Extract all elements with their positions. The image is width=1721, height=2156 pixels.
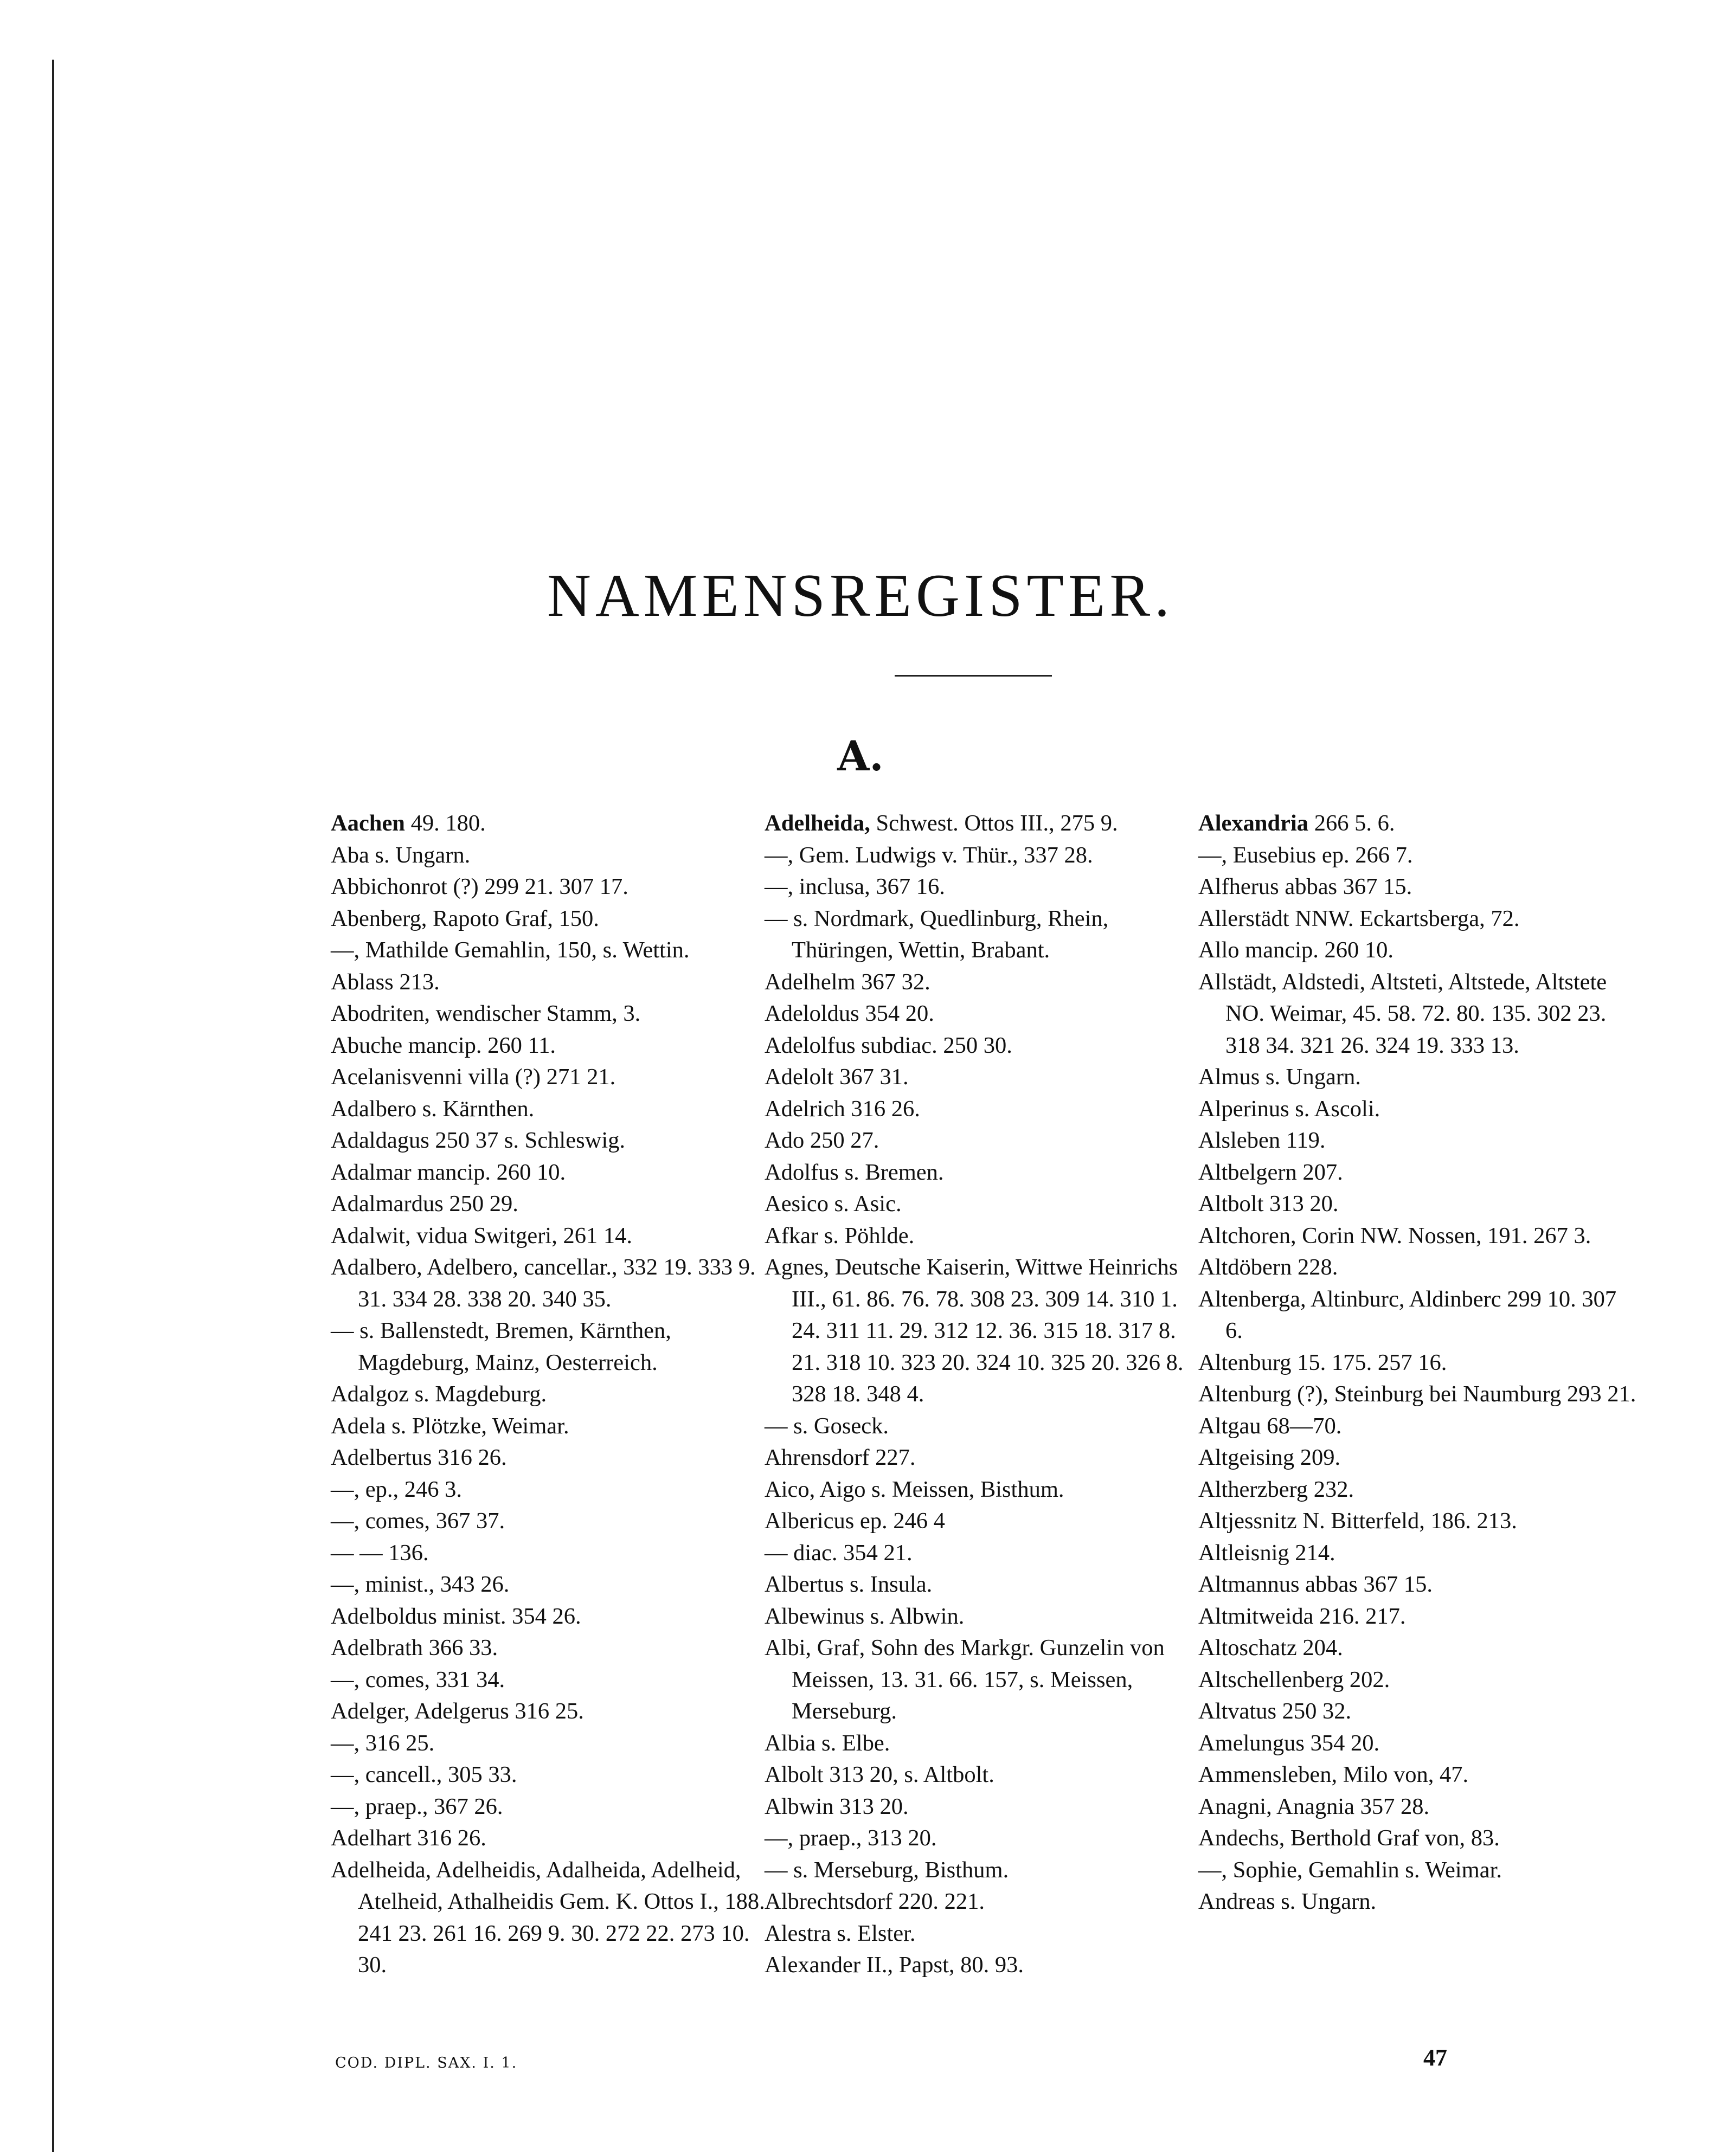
entry-text: Albewinus s. Albwin. (765, 1603, 965, 1629)
index-entry (331, 1569, 770, 1601)
entry-text: — diac. 354 21. (765, 1540, 913, 1566)
index-entry (765, 808, 1204, 840)
entry-text: —, ep., 246 3. (331, 1476, 462, 1502)
entry-text: Schwest. Ottos III., 275 9. (870, 810, 1118, 836)
index-entry (1198, 1252, 1637, 1284)
entry-text: Albia s. Elbe. (765, 1730, 890, 1756)
entry-text: — — 136. (331, 1540, 429, 1566)
entry-text: Alestra s. Elster. (765, 1920, 916, 1946)
index-entry (1198, 1188, 1637, 1220)
entry-text: Altoschatz 204. (1198, 1635, 1343, 1661)
entry-text: Adelhelm 367 32. (765, 969, 930, 995)
index-entry (331, 1220, 770, 1252)
index-entry (765, 1728, 1204, 1760)
index-entry (765, 1569, 1204, 1601)
index-entry (331, 871, 770, 903)
index-entry (331, 903, 770, 935)
index-entry (1198, 1379, 1637, 1411)
index-entry (1198, 1855, 1637, 1887)
entry-text: Altvatus 250 32. (1198, 1698, 1352, 1724)
index-entry (765, 1188, 1204, 1220)
entry-text: Adelbrath 366 33. (331, 1635, 498, 1661)
entry-text: Adelheida, Adelheidis, Adalheida, Adelheid, Atelheid, Athalheidis Gem. K. Ottos I., 188. 241 23. 261 16. 269 9. 30. 272 22. 273 10. 30. (331, 1857, 765, 1978)
entry-text: Albolt 313 20, s. Altbolt. (765, 1762, 994, 1787)
index-entry (331, 1728, 770, 1760)
index-entry (1198, 1886, 1637, 1918)
page-number: 47 (1423, 2044, 1447, 2071)
index-entry (1198, 1157, 1637, 1189)
entry-text: — s. Goseck. (765, 1413, 889, 1439)
entry-text: —, 316 25. (331, 1730, 435, 1756)
index-entry (765, 1886, 1204, 1918)
index-entry (331, 1759, 770, 1791)
entry-text: Altenburg (?), Steinburg bei Naumburg 293 21. (1198, 1381, 1636, 1407)
entry-text: Afkar s. Pöhlde. (765, 1222, 915, 1248)
index-entry (765, 1061, 1204, 1093)
entry-text: Altmannus abbas 367 15. (1198, 1572, 1433, 1597)
index-entry (765, 1252, 1204, 1411)
index-entry (1198, 1791, 1637, 1823)
index-entry (331, 1505, 770, 1537)
index-entry (1198, 967, 1637, 1062)
index-entry (331, 1061, 770, 1093)
index-entry (1198, 1569, 1637, 1601)
index-entry (765, 1949, 1204, 1981)
entry-text: —, cancell., 305 33. (331, 1762, 517, 1787)
index-entry (331, 808, 770, 840)
entry-text: —, Gem. Ludwigs v. Thür., 337 28. (765, 842, 1093, 868)
entry-text: Alfherus abbas 367 15. (1198, 874, 1412, 899)
entry-text: —, praep., 313 20. (765, 1825, 937, 1851)
entry-text: Adalbero, Adelbero, cancellar., 332 19. 333 9. 31. 334 28. 338 20. 340 35. (331, 1254, 756, 1312)
entry-text: Albi, Graf, Sohn des Markgr. Gunzelin von Meissen, 13. 31. 66. 157, s. Meissen, Merseburg. (765, 1635, 1165, 1724)
index-entry (765, 1125, 1204, 1157)
entry-text: Adeloldus 354 20. (765, 1001, 934, 1026)
entry-text: Altherzberg 232. (1198, 1476, 1354, 1502)
entry-text: Abodriten, wendischer Stamm, 3. (331, 1001, 641, 1026)
entry-headword: Adelheida, (765, 810, 870, 836)
entry-text: Aesico s. Asic. (765, 1191, 902, 1217)
entry-text: —, minist., 343 26. (331, 1572, 510, 1597)
index-entry (765, 967, 1204, 999)
index-entry (765, 1411, 1204, 1443)
index-entry (765, 1505, 1204, 1537)
entry-text: Adolfus s. Bremen. (765, 1159, 944, 1185)
index-entry (331, 1125, 770, 1157)
entry-text: Albwin 313 20. (765, 1793, 909, 1819)
index-entry (765, 903, 1204, 967)
index-entry (765, 1220, 1204, 1252)
index-entry (765, 1855, 1204, 1887)
entry-text: —, comes, 331 34. (331, 1666, 505, 1692)
index-entry (1198, 1442, 1637, 1474)
entry-text: Alperinus s. Ascoli. (1198, 1096, 1380, 1122)
entry-text: Alexander II., Papst, 80. 93. (765, 1952, 1024, 1978)
entry-text: Adalbero s. Kärnthen. (331, 1096, 535, 1122)
entry-text: Acelanisvenni villa (?) 271 21. (331, 1064, 616, 1090)
entry-text: Allerstädt NNW. Eckartsberga, 72. (1198, 905, 1520, 931)
index-entry (331, 998, 770, 1030)
index-entry (331, 840, 770, 872)
index-entry (1198, 1664, 1637, 1696)
entry-text: Altleisnig 214. (1198, 1540, 1335, 1566)
index-entry (1198, 1601, 1637, 1633)
index-entry (1198, 1061, 1637, 1093)
index-entry (331, 1030, 770, 1062)
entry-text: Ado 250 27. (765, 1128, 879, 1153)
index-entry (765, 1791, 1204, 1823)
index-entry (765, 840, 1204, 872)
index-entry (765, 998, 1204, 1030)
entry-text: 266 5. 6. (1308, 810, 1395, 836)
entry-text: Adelhart 316 26. (331, 1825, 486, 1851)
entry-text: 49. 180. (404, 810, 486, 836)
entry-text: Alsleben 119. (1198, 1128, 1326, 1153)
entry-text: Adelboldus minist. 354 26. (331, 1603, 581, 1629)
entry-text: Altbolt 313 20. (1198, 1191, 1339, 1217)
index-entry (765, 1030, 1204, 1062)
entry-text: Ablass 213. (331, 969, 440, 995)
entry-text: Anagni, Anagnia 357 28. (1198, 1793, 1430, 1819)
index-entry (765, 1759, 1204, 1791)
index-entry (1198, 1823, 1637, 1855)
index-entry (331, 1696, 770, 1728)
entry-text: —, Eusebius ep. 266 7. (1198, 842, 1413, 868)
entry-text: —, praep., 367 26. (331, 1793, 503, 1819)
entry-text: Aico, Aigo s. Meissen, Bisthum. (765, 1476, 1064, 1502)
entry-text: Altgeising 209. (1198, 1445, 1341, 1470)
entry-text: Ammensleben, Milo von, 47. (1198, 1762, 1469, 1787)
entry-text: Altenberga, Altinburc, Aldinberc 299 10. 307 6. (1198, 1286, 1617, 1343)
entry-text: Almus s. Ungarn. (1198, 1064, 1361, 1090)
index-entry (331, 1474, 770, 1506)
index-entry (331, 935, 770, 967)
index-entry (331, 1601, 770, 1633)
entry-text: Albericus ep. 246 4 (765, 1508, 945, 1534)
index-entry (1198, 903, 1637, 935)
index-entry (765, 1474, 1204, 1506)
page-title: NAMENSREGISTER. (547, 562, 1174, 629)
entry-headword: Alexandria (1198, 810, 1309, 836)
entry-text: Altchoren, Corin NW. Nossen, 191. 267 3. (1198, 1222, 1591, 1248)
entry-text: — s. Merseburg, Bisthum. (765, 1857, 1009, 1883)
index-entry (331, 1157, 770, 1189)
entry-text: Adelolt 367 31. (765, 1064, 909, 1090)
entry-text: Adalwit, vidua Switgeri, 261 14. (331, 1222, 632, 1248)
index-entry (765, 1918, 1204, 1950)
entry-text: Abuche mancip. 260 11. (331, 1032, 556, 1058)
entry-text: Altschellenberg 202. (1198, 1666, 1390, 1692)
index-entry (1198, 1632, 1637, 1664)
footer-signature: COD. DIPL. SAX. I. 1. (335, 2055, 518, 2071)
entry-text: Adelger, Adelgerus 316 25. (331, 1698, 584, 1724)
index-entry (765, 1632, 1204, 1728)
index-entry (331, 1823, 770, 1855)
index-entry (1198, 871, 1637, 903)
index-entry (765, 1601, 1204, 1633)
entry-text: Abbichonrot (?) 299 21. 307 17. (331, 874, 628, 899)
entry-text: Agnes, Deutsche Kaiserin, Wittwe Heinrichs III., 61. 86. 76. 78. 308 23. 309 14. 310 1. 24. 311 11. 29. 312 12. 36. 315 18. 317 8. 21. 318 10. 323 20. 324 10. 325 20. 326 8. 328 18. 348 4. (765, 1254, 1184, 1407)
entry-text: Adaldagus 250 37 s. Schleswig. (331, 1128, 626, 1153)
entry-text: Adelbertus 316 26. (331, 1445, 507, 1470)
index-entry (1198, 1284, 1637, 1347)
index-entry (331, 1411, 770, 1443)
index-entry (331, 1252, 770, 1315)
index-entry (331, 1855, 770, 1981)
entry-text: —, inclusa, 367 16. (765, 874, 945, 899)
entry-text: Altjessnitz N. Bitterfeld, 186. 213. (1198, 1508, 1517, 1534)
index-entry (1198, 935, 1637, 967)
index-entry (1198, 1347, 1637, 1379)
entry-text: Altgau 68—70. (1198, 1413, 1342, 1439)
index-entry (1198, 1505, 1637, 1537)
index-entry (331, 1442, 770, 1474)
index-entry (1198, 1125, 1637, 1157)
entry-text: Altenburg 15. 175. 257 16. (1198, 1349, 1447, 1375)
index-entry (331, 1315, 770, 1379)
index-entry (765, 1442, 1204, 1474)
index-entry (331, 1537, 770, 1569)
entry-text: — s. Ballenstedt, Bremen, Kärnthen, Magdeburg, Mainz, Oesterreich. (331, 1318, 671, 1375)
entry-text: —, comes, 367 37. (331, 1508, 505, 1534)
index-entry (331, 1093, 770, 1125)
entry-headword: Aachen (331, 810, 405, 836)
index-entry (331, 1632, 770, 1664)
entry-text: Adalgoz s. Magdeburg. (331, 1381, 547, 1407)
index-entry (1198, 1411, 1637, 1443)
entry-text: Adelolfus subdiac. 250 30. (765, 1032, 1012, 1058)
index-entry (765, 1157, 1204, 1189)
entry-text: Adalmardus 250 29. (331, 1191, 518, 1217)
left-margin-rule (52, 60, 54, 2152)
index-entry (1198, 1220, 1637, 1252)
index-entry (331, 1188, 770, 1220)
index-entry (1198, 840, 1637, 872)
index-column-2 (765, 808, 1204, 1981)
entry-text: Albrechtsdorf 220. 221. (765, 1889, 985, 1914)
index-entry (765, 871, 1204, 903)
index-entry (331, 1664, 770, 1696)
index-entry (1198, 1474, 1637, 1506)
title-divider (895, 675, 1052, 677)
entry-text: Altdöbern 228. (1198, 1254, 1338, 1280)
index-entry (331, 967, 770, 999)
entry-text: —, Sophie, Gemahlin s. Weimar. (1198, 1857, 1502, 1883)
index-column-1 (331, 808, 770, 1981)
entry-text: Abenberg, Rapoto Graf, 150. (331, 905, 599, 931)
entry-text: Altbelgern 207. (1198, 1159, 1343, 1185)
index-entry (1198, 808, 1637, 840)
entry-text: —, Mathilde Gemahlin, 150, s. Wettin. (331, 937, 690, 963)
index-entry (765, 1823, 1204, 1855)
entry-text: Adelrich 316 26. (765, 1096, 920, 1122)
entry-text: Ahrensdorf 227. (765, 1445, 916, 1470)
entry-text: Adela s. Plötzke, Weimar. (331, 1413, 569, 1439)
entry-text: Allstädt, Aldstedi, Altsteti, Altstede, Altstete NO. Weimar, 45. 58. 72. 80. 135. 302 23. 318 34. 321 26. 324 19. 333 13. (1198, 969, 1607, 1058)
entry-text: — s. Nordmark, Quedlinburg, Rhein, Thüringen, Wettin, Brabant. (765, 905, 1109, 963)
index-column-3 (1198, 808, 1637, 1918)
entry-text: Allo mancip. 260 10. (1198, 937, 1394, 963)
entry-text: Altmitweida 216. 217. (1198, 1603, 1406, 1629)
index-entry (331, 1379, 770, 1411)
entry-text: Aba s. Ungarn. (331, 842, 471, 868)
index-entry (1198, 1759, 1637, 1791)
index-entry (765, 1093, 1204, 1125)
index-entry (1198, 1728, 1637, 1760)
index-entry (1198, 1537, 1637, 1569)
section-letter: A. (837, 732, 884, 780)
entry-text: Andechs, Berthold Graf von, 83. (1198, 1825, 1500, 1851)
index-entry (1198, 1093, 1637, 1125)
entry-text: Andreas s. Ungarn. (1198, 1889, 1377, 1914)
entry-text: Albertus s. Insula. (765, 1572, 933, 1597)
entry-text: Amelungus 354 20. (1198, 1730, 1380, 1756)
index-entry (765, 1537, 1204, 1569)
index-entry (1198, 1696, 1637, 1728)
index-entry (331, 1791, 770, 1823)
entry-text: Adalmar mancip. 260 10. (331, 1159, 566, 1185)
